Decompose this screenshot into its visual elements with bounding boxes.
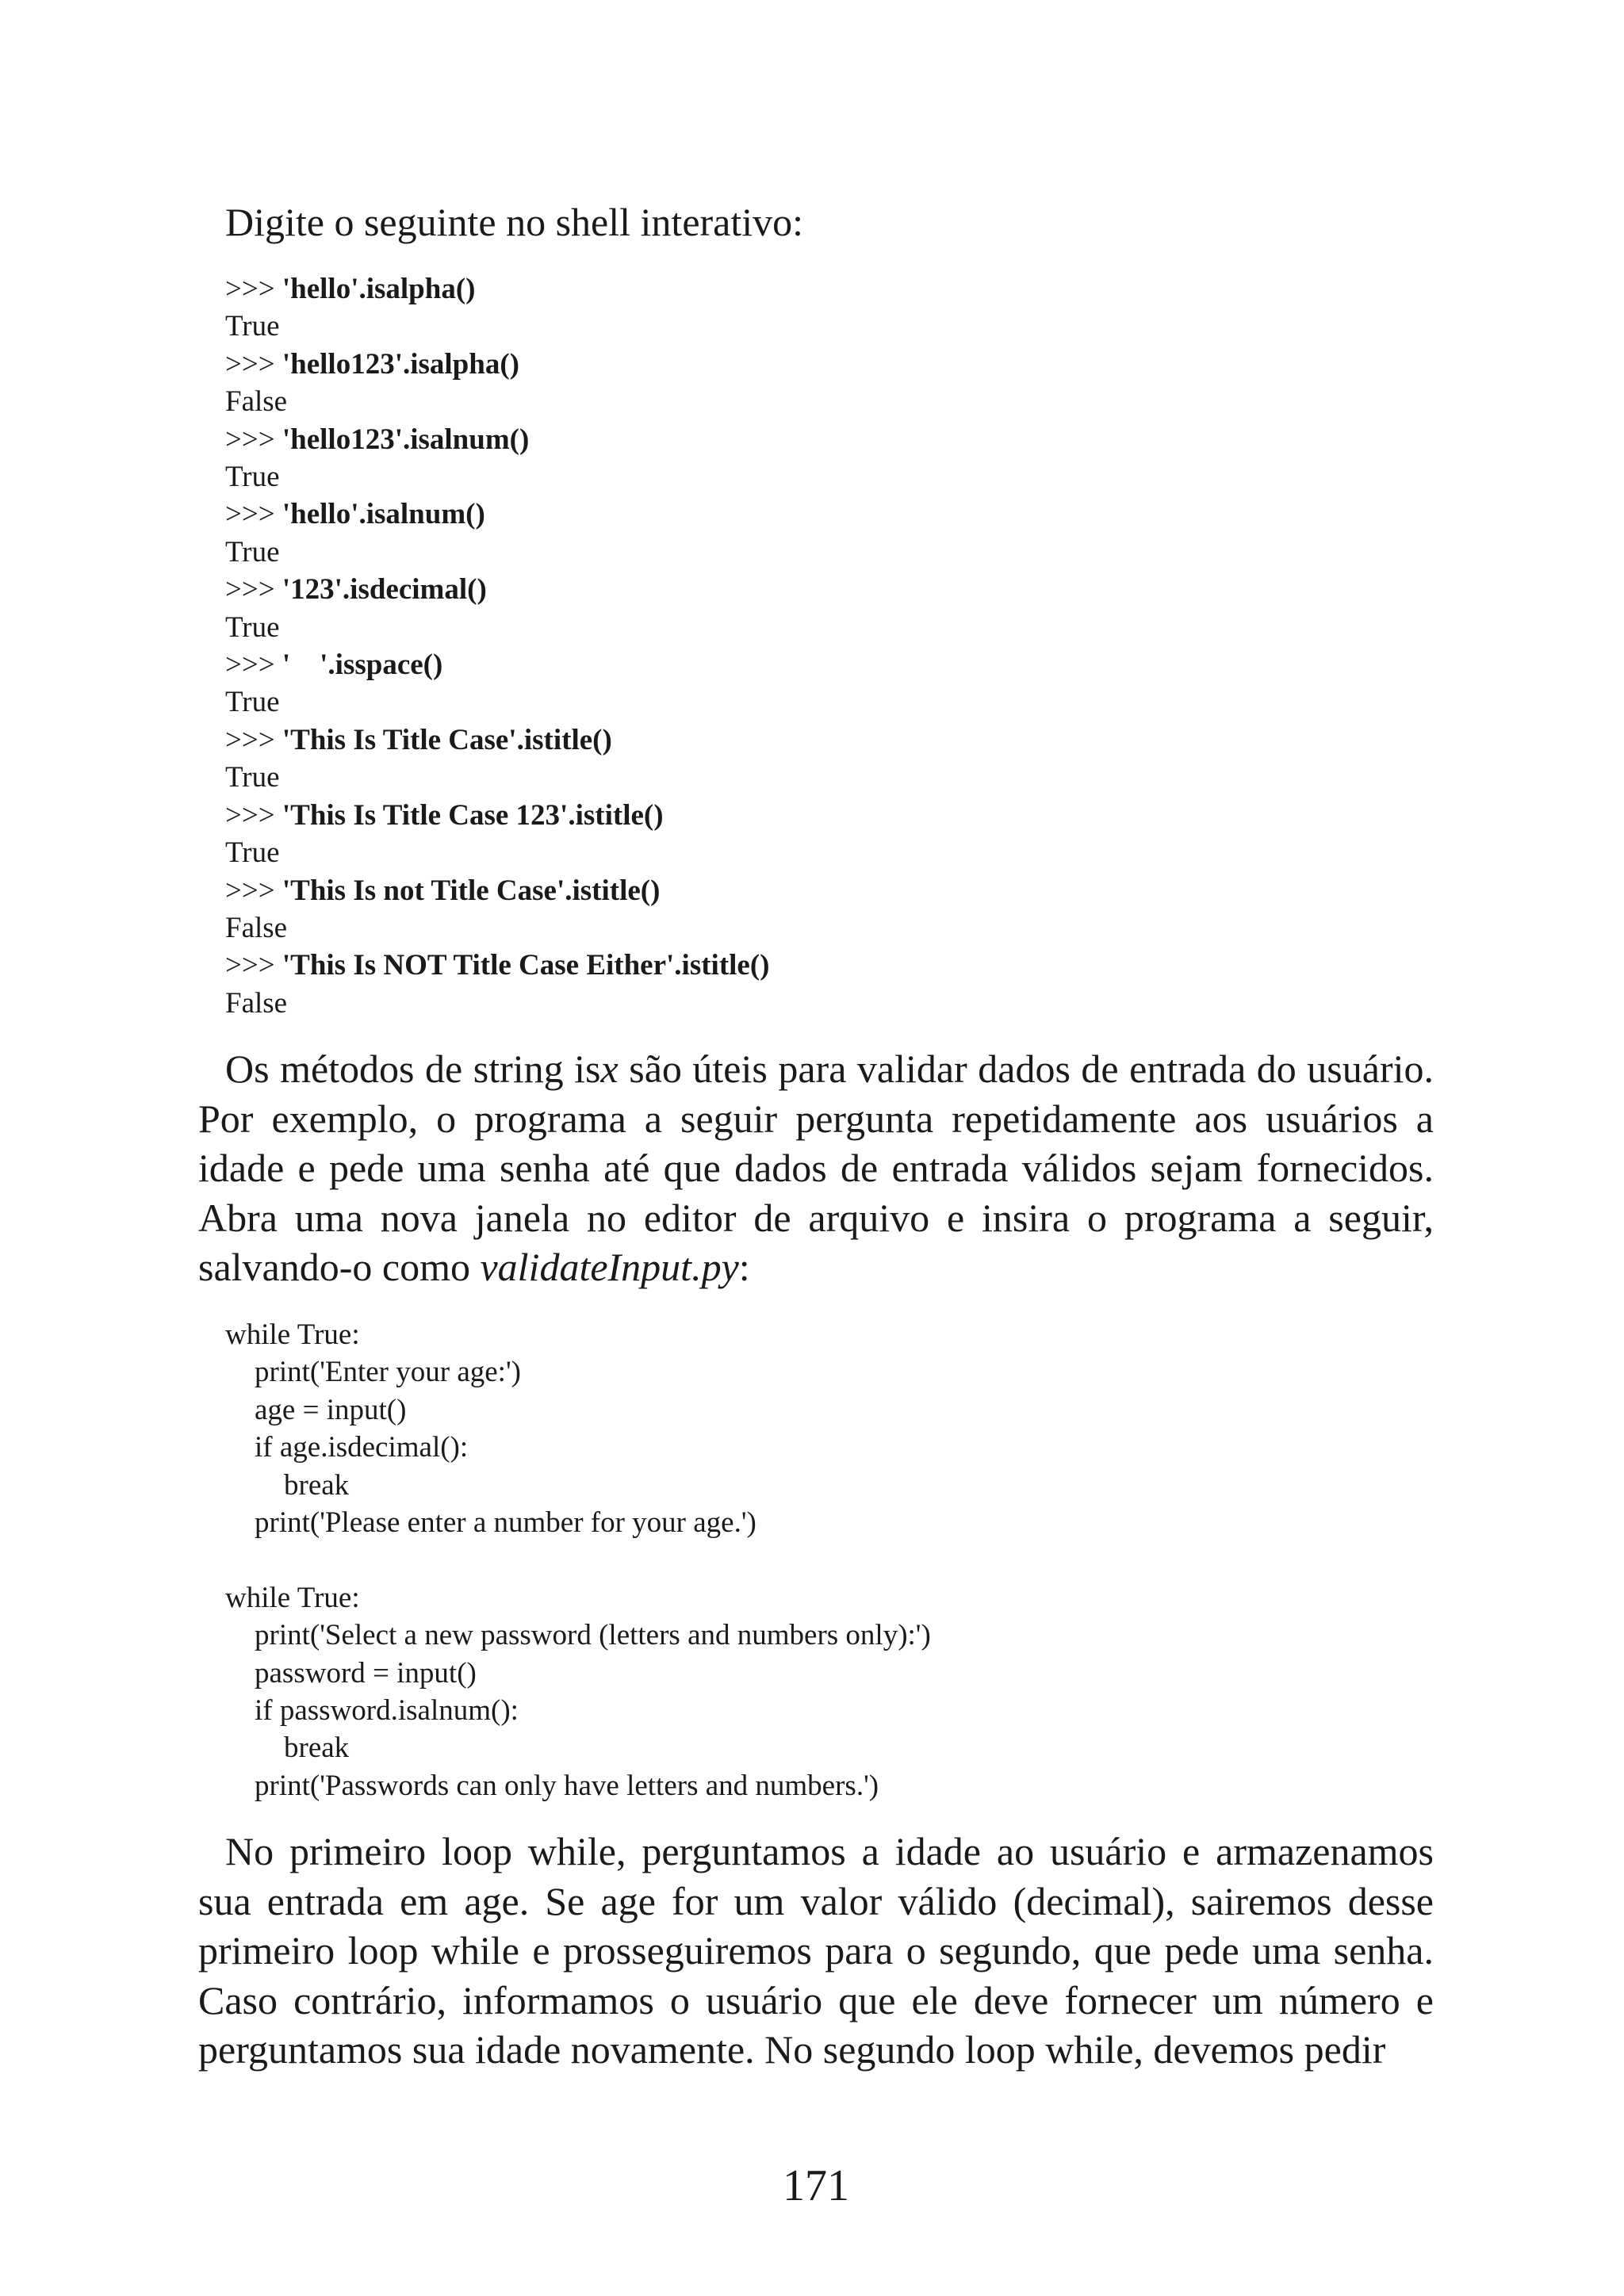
code-line: while True: <box>225 1318 360 1351</box>
shell-output: True <box>225 310 280 343</box>
shell-output: False <box>225 911 288 944</box>
interactive-shell-example <box>225 270 770 1022</box>
shell-prompt: >>> <box>225 423 282 456</box>
shell-command: 'This Is Title Case 123'.istitle() <box>282 798 664 832</box>
code-line: password = input() <box>225 1656 477 1689</box>
code-line: break <box>225 1468 350 1502</box>
shell-prompt: >>> <box>225 723 282 756</box>
shell-line <box>225 346 770 383</box>
shell-command: 'This Is not Title Case'.istitle() <box>282 874 661 907</box>
shell-output: True <box>225 461 280 494</box>
shell-command: '123'.isdecimal() <box>282 573 487 607</box>
paragraph-text: : <box>738 1245 750 1289</box>
shell-output: True <box>225 686 280 719</box>
shell-line <box>225 947 770 984</box>
shell-line <box>225 872 770 909</box>
shell-prompt: >>> <box>225 347 282 381</box>
shell-prompt: >>> <box>225 649 282 682</box>
code-line: if age.isdecimal(): <box>225 1431 469 1464</box>
shell-prompt: >>> <box>225 798 282 832</box>
shell-line <box>225 421 770 458</box>
shell-command: ' '.isspace() <box>282 649 443 682</box>
shell-line <box>225 721 770 759</box>
shell-command: 'hello123'.isalnum() <box>282 423 530 456</box>
shell-line <box>225 571 770 608</box>
code-line: print('Enter your age:') <box>225 1356 521 1389</box>
code-line: break <box>225 1732 350 1765</box>
code-listing <box>225 1316 931 1804</box>
shell-line <box>225 797 770 834</box>
shell-prompt: >>> <box>225 949 282 982</box>
shell-output: False <box>225 986 288 1020</box>
paragraph-isx-methods <box>198 1044 1434 1292</box>
shell-prompt: >>> <box>225 573 282 607</box>
shell-prompt: >>> <box>225 874 282 907</box>
shell-command: 'hello123'.isalpha() <box>282 347 519 381</box>
code-line: if password.isalnum(): <box>225 1694 519 1728</box>
code-line: while True: <box>225 1581 360 1614</box>
shell-command: 'This Is Title Case'.istitle() <box>282 723 612 756</box>
code-line: age = input() <box>225 1393 407 1426</box>
shell-line <box>225 496 770 533</box>
shell-output: True <box>225 535 280 568</box>
italic-x: x <box>600 1047 619 1091</box>
shell-prompt: >>> <box>225 498 282 531</box>
shell-command: 'hello'.isalnum() <box>282 498 485 531</box>
code-line <box>225 1541 931 1578</box>
shell-output: False <box>225 385 288 419</box>
shell-command: 'This Is NOT Title Case Either'.istitle() <box>282 949 770 982</box>
shell-output: True <box>225 610 280 644</box>
intro-text: Digite o seguinte no shell interativo: <box>225 200 804 244</box>
paragraph-text: são úteis para validar dados de entrada do usuário. Por exemplo, o programa a seguir pergunta repetidamente aos usuários a idade e pede uma senha até que dados de entrada válidos sejam fornecidos. Abra uma nova janela no editor de arquivo e insira o programa a seguir, salvando-o como <box>198 1047 1434 1289</box>
shell-command: 'hello'.isalpha() <box>282 273 476 305</box>
paragraph-loop-explanation: No primeiro loop while, perguntamos a idade ao usuário e armazenamos sua entrada em age. Se age for um valor válido (decimal), sairemos desse primeiro loop while e prosseguiremos para o segundo, que pede uma senha. Caso contrário, informamos o usuário que ele deve fornecer um número e perguntamos sua idade novamente. No segundo loop while, devemos pedir <box>198 1829 1434 2072</box>
page-number: 171 <box>783 2161 849 2210</box>
book-page <box>198 0 1434 2296</box>
code-line: print('Select a new password (letters and numbers only):') <box>225 1619 931 1652</box>
shell-line <box>225 646 770 683</box>
shell-output: True <box>225 761 280 794</box>
code-line: print('Please enter a number for your age.') <box>225 1506 756 1540</box>
shell-prompt: >>> <box>225 273 282 305</box>
paragraph-text: Os métodos de string is <box>225 1047 601 1091</box>
filename: validateInput.py <box>480 1245 739 1289</box>
code-line: print('Passwords can only have letters and numbers.') <box>225 1769 879 1802</box>
shell-output: True <box>225 836 280 870</box>
shell-line <box>225 270 770 308</box>
